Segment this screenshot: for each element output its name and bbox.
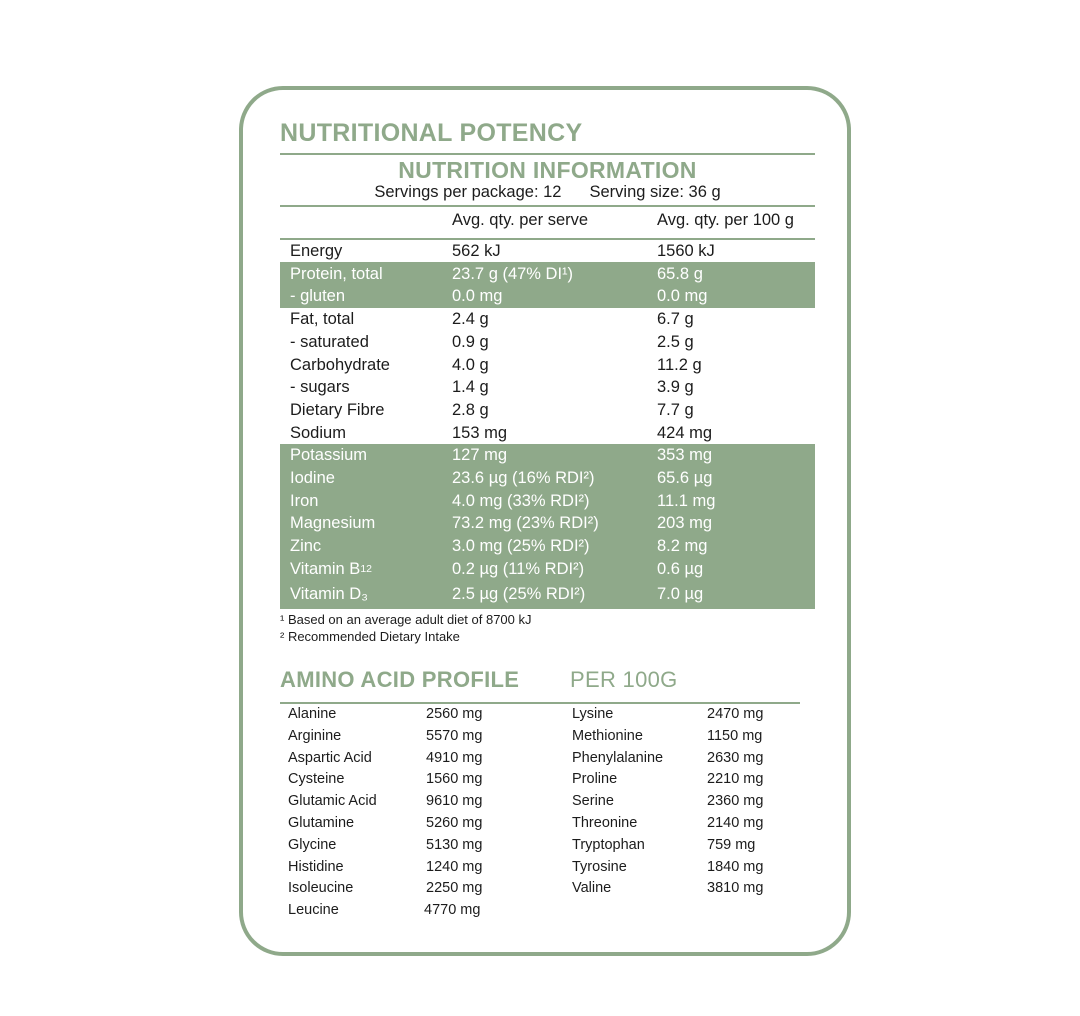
per-100g-value: 2.5 g xyxy=(657,332,694,351)
nutrient-name-text: Energy xyxy=(290,242,343,260)
amino-row xyxy=(0,878,1080,900)
nutrient-name xyxy=(290,331,369,354)
amino-acid-value: 1240 mg xyxy=(426,858,483,875)
column-header-per-serve: Avg. qty. per serve xyxy=(452,211,589,229)
per-100g-value: 424 mg xyxy=(657,423,713,442)
column-header-per-100g: Avg. qty. per 100 g xyxy=(657,211,794,229)
amino-acid-name: Isoleucine xyxy=(288,880,354,897)
per-serve-value: 4.0 g xyxy=(452,355,489,374)
amino-acid-name: Cysteine xyxy=(288,771,345,788)
nutrition-row xyxy=(280,308,815,331)
nutrition-row xyxy=(280,558,815,581)
amino-row xyxy=(0,813,1080,835)
per-100g-value: 0.0 mg xyxy=(657,287,708,306)
nutrient-name-text: Iron xyxy=(290,491,319,510)
amino-acid-value: 1150 mg xyxy=(707,727,763,744)
amino-row xyxy=(0,835,1080,857)
per-serve-value: 23.7 g (47% DI¹) xyxy=(452,264,574,283)
footnote-1: ¹ Based on an average adult diet of 8700 kJ xyxy=(280,612,532,627)
per-100g-value: 11.1 mg xyxy=(657,491,716,510)
per-serve-value: 23.6 µg (16% RDI²) xyxy=(452,469,595,487)
nutrition-row xyxy=(280,376,815,399)
amino-acid-value: 2140 mg xyxy=(707,815,764,831)
page-title: NUTRITIONAL POTENCY xyxy=(280,119,583,147)
per-serve-value: 0.2 µg (11% RDI²) xyxy=(452,559,585,578)
per-serve-value: 127 mg xyxy=(452,446,508,465)
nutrient-name-text: Fat, total xyxy=(290,310,355,329)
amino-acid-name: Leucine xyxy=(288,902,339,919)
amino-row xyxy=(0,769,1080,791)
amino-acid-title: AMINO ACID PROFILE xyxy=(280,667,520,692)
nutrient-name-text: Carbohydrate xyxy=(290,355,390,374)
per-serve-value: 562 kJ xyxy=(452,242,501,260)
amino-acid-value: 2360 mg xyxy=(707,793,764,810)
amino-row xyxy=(0,857,1080,879)
nutrient-name xyxy=(290,512,375,535)
amino-acid-value: 2560 mg xyxy=(426,706,483,722)
nutrition-row xyxy=(280,583,815,606)
per-serve-value: 2.5 µg (25% RDI²) xyxy=(452,585,586,603)
nutrient-name xyxy=(290,308,354,331)
nutrient-name-text: Potassium xyxy=(290,446,368,465)
amino-acid-name: Tryptophan xyxy=(572,836,645,853)
nutrition-information-heading: NUTRITION INFORMATION xyxy=(398,157,697,183)
per-serve-value: 4.0 mg (33% RDI²) xyxy=(452,491,590,510)
nutrient-name-text: Dietary Fibre xyxy=(290,400,385,419)
per-serve-value: 3.0 mg (25% RDI²) xyxy=(452,537,590,556)
amino-row xyxy=(0,704,1080,726)
per-100g-value: 65.6 µg xyxy=(657,469,713,487)
per-serve-value: 0.0 mg xyxy=(452,287,503,306)
amino-acid-name: Lysine xyxy=(572,706,614,722)
amino-acid-name: Glutamic Acid xyxy=(288,793,377,810)
nutrient-name xyxy=(290,240,342,263)
per-100g-value: 7.7 g xyxy=(657,400,694,419)
amino-acid-subtitle: PER 100G xyxy=(570,667,678,692)
per-serve-value: 2.8 g xyxy=(452,400,489,419)
amino-acid-name: Arginine xyxy=(288,727,342,744)
nutrient-name-text: Vitamin D₃ xyxy=(290,585,368,603)
nutrient-name xyxy=(290,444,367,467)
nutrition-row xyxy=(280,467,815,490)
nutrition-row xyxy=(280,490,815,513)
per-100g-value: 8.2 mg xyxy=(657,537,708,556)
amino-row xyxy=(0,748,1080,770)
amino-acid-value: 1840 mg xyxy=(707,858,764,875)
footnote-2: ² Recommended Dietary Intake xyxy=(280,629,460,644)
amino-acid-name: Alanine xyxy=(288,706,337,722)
nutrient-name xyxy=(290,467,335,490)
per-100g-value: 353 mg xyxy=(657,446,713,465)
amino-acid-value: 5260 mg xyxy=(426,815,483,831)
nutrient-name xyxy=(290,558,372,581)
amino-acid-name: Glycine xyxy=(288,836,337,853)
nutrient-name xyxy=(290,376,350,399)
amino-acid-name: Threonine xyxy=(572,815,638,831)
servings-line xyxy=(280,183,815,202)
serving-size: Serving size: 36 g xyxy=(589,183,721,201)
amino-acid-value: 2470 mg xyxy=(707,706,764,722)
amino-acid-value: 3810 mg xyxy=(707,880,764,897)
nutrient-name-subscript: 12 xyxy=(360,562,372,575)
nutrient-name-text: Iodine xyxy=(290,469,335,487)
per-serve-value: 73.2 mg (23% RDI²) xyxy=(452,514,599,533)
amino-acid-value: 4770 mg xyxy=(424,902,481,919)
nutrient-name xyxy=(290,399,384,422)
per-serve-value: 1.4 g xyxy=(452,378,489,397)
amino-acid-value: 4910 mg xyxy=(426,749,483,766)
nutrition-row xyxy=(280,444,815,467)
per-100g-value: 7.0 µg xyxy=(657,585,704,603)
nutrient-name-text: - gluten xyxy=(290,287,346,306)
nutrition-row xyxy=(280,399,815,422)
amino-acid-value: 759 mg xyxy=(707,836,756,853)
nutrition-row xyxy=(280,354,815,377)
nutrient-name xyxy=(290,354,390,377)
nutrient-name-text: - sugars xyxy=(290,378,350,397)
per-100g-value: 6.7 g xyxy=(657,310,694,329)
nutrient-name xyxy=(290,490,318,513)
amino-acid-name: Tyrosine xyxy=(572,858,627,875)
per-serve-value: 153 mg xyxy=(452,423,508,442)
per-serve-value: 2.4 g xyxy=(452,310,489,329)
amino-acid-value: 1560 mg xyxy=(426,771,483,788)
nutrient-name-text: Protein, total xyxy=(290,264,383,283)
nutrient-name-text: Vitamin B xyxy=(290,559,361,578)
amino-acid-value: 5570 mg xyxy=(426,727,483,744)
amino-acid-value: 5130 mg xyxy=(426,836,483,853)
amino-acid-name: Aspartic Acid xyxy=(288,749,372,766)
per-100g-value: 65.8 g xyxy=(657,264,703,283)
per-100g-value: 3.9 g xyxy=(657,378,694,397)
amino-acid-name: Histidine xyxy=(288,858,344,875)
per-serve-value: 0.9 g xyxy=(452,332,489,351)
nutrition-row xyxy=(280,263,815,286)
nutrient-name xyxy=(290,422,346,445)
nutrient-name xyxy=(290,535,321,558)
nutrient-name xyxy=(290,285,345,308)
nutrition-row xyxy=(280,512,815,535)
servings-per-package: Servings per package: 12 xyxy=(374,183,562,201)
per-100g-value: 203 mg xyxy=(657,514,713,533)
amino-row xyxy=(0,726,1080,748)
nutrition-row xyxy=(280,535,815,558)
per-100g-value: 1560 kJ xyxy=(657,242,715,260)
amino-acid-name: Methionine xyxy=(572,727,643,744)
amino-acid-name: Glutamine xyxy=(288,815,355,831)
title-divider xyxy=(280,153,815,155)
nutrient-name xyxy=(290,583,368,606)
nutrient-name xyxy=(290,263,383,286)
per-100g-value: 11.2 g xyxy=(657,355,702,374)
amino-acid-name: Valine xyxy=(572,880,612,897)
nutrient-name-text: Sodium xyxy=(290,423,346,442)
amino-row xyxy=(0,791,1080,813)
amino-acid-name: Phenylalanine xyxy=(572,749,664,766)
amino-acid-name: Proline xyxy=(572,771,618,788)
amino-acid-name: Serine xyxy=(572,793,614,810)
amino-acid-value: 2630 mg xyxy=(707,749,764,766)
per-100g-value: 0.6 µg xyxy=(657,559,704,578)
amino-row xyxy=(0,900,1080,922)
nutrient-name-text: Zinc xyxy=(290,537,322,556)
servings-divider xyxy=(280,205,815,207)
amino-acid-value: 9610 mg xyxy=(426,793,483,810)
nutrition-row xyxy=(280,422,815,445)
nutrition-row xyxy=(280,240,815,263)
nutrient-name-text: - saturated xyxy=(290,332,369,351)
nutrient-name-text: Magnesium xyxy=(290,514,376,533)
amino-acid-value: 2250 mg xyxy=(426,880,483,897)
nutrition-row xyxy=(280,331,815,354)
nutrition-row xyxy=(280,285,815,308)
amino-acid-value: 2210 mg xyxy=(707,771,764,788)
